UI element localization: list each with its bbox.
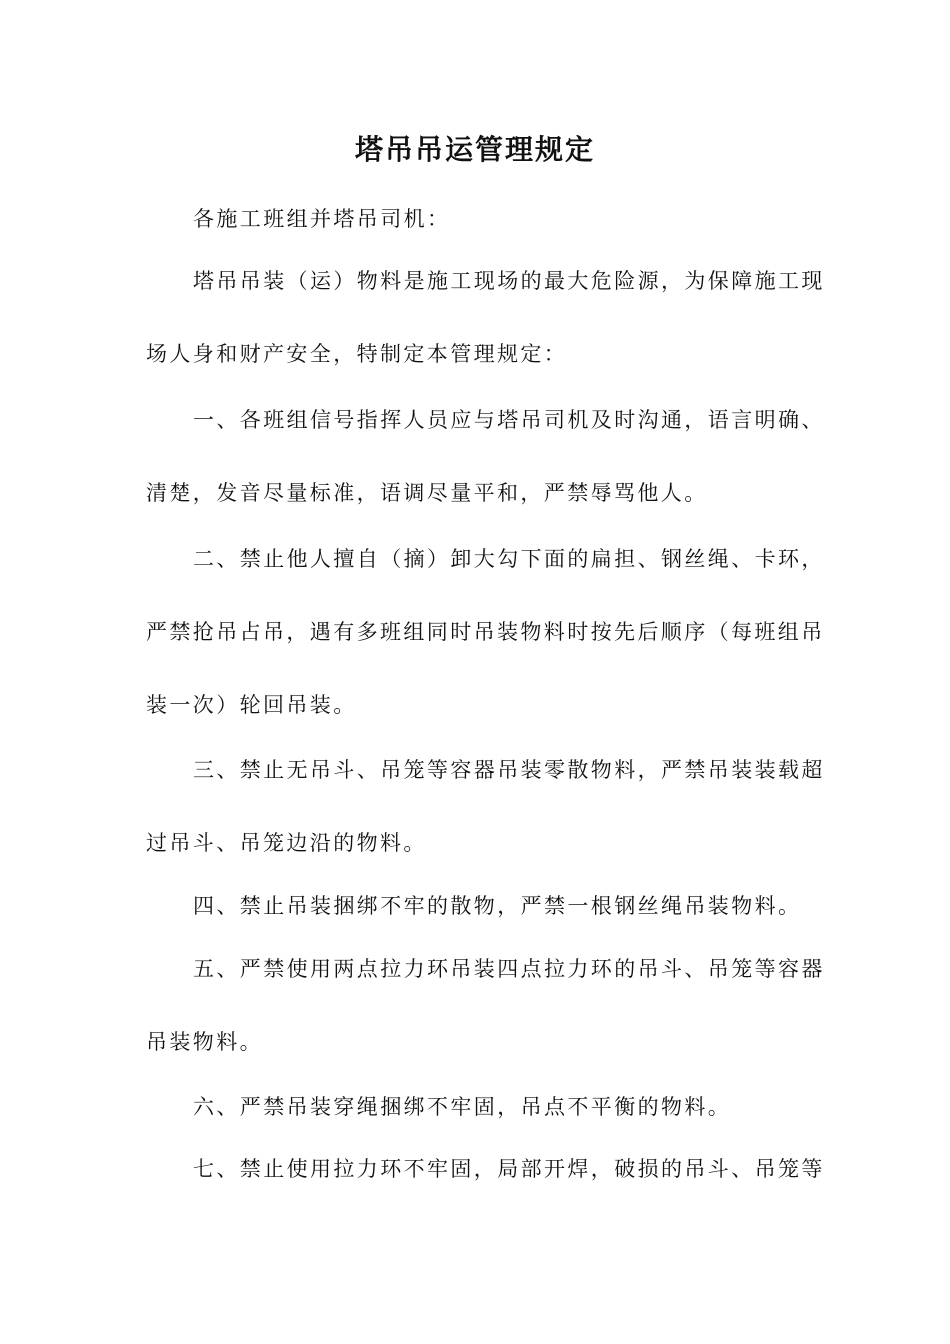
rule-3-line-1: 三、禁止无吊斗、吊笼等容器吊装零散物料，严禁吊装装载超 (193, 758, 825, 782)
rule-7-line-1: 七、禁止使用拉力环不牢固，局部开焊，破损的吊斗、吊笼等 (193, 1157, 825, 1181)
rule-5-line-2: 吊装物料。 (146, 1030, 263, 1054)
rule-4-line: 四、禁止吊装捆绑不牢的散物，严禁一根钢丝绳吊装物料。 (193, 894, 802, 918)
rule-2-line-1: 二、禁止他人擅自（摘）卸大勾下面的扁担、钢丝绳、卡环， (193, 547, 825, 571)
rule-1-line-2: 清楚，发音尽量标准，语调尽量平和，严禁辱骂他人。 (146, 481, 708, 505)
document-title: 塔吊吊运管理规定 (354, 133, 595, 166)
rule-1-line-1: 一、各班组信号指挥人员应与塔吊司机及时沟通，语言明确、 (193, 408, 825, 432)
intro-line-2: 场人身和财产安全，特制定本管理规定： (146, 342, 568, 366)
rule-2-line-2: 严禁抢吊占吊，遇有多班组同时吊装物料时按先后顺序（每班组吊 (146, 620, 825, 644)
rule-5-line-1: 五、严禁使用两点拉力环吊装四点拉力环的吊斗、吊笼等容器 (193, 957, 825, 981)
salutation-line: 各施工班组并塔吊司机： (193, 207, 451, 231)
rule-3-line-2: 过吊斗、吊笼边沿的物料。 (146, 831, 427, 855)
rule-2-line-3: 装一次）轮回吊装。 (146, 693, 357, 717)
intro-line-1: 塔吊吊装（运）物料是施工现场的最大危险源，为保障施工现 (193, 269, 825, 293)
rule-6-line: 六、严禁吊装穿绳捆绑不牢固，吊点不平衡的物料。 (193, 1095, 732, 1119)
